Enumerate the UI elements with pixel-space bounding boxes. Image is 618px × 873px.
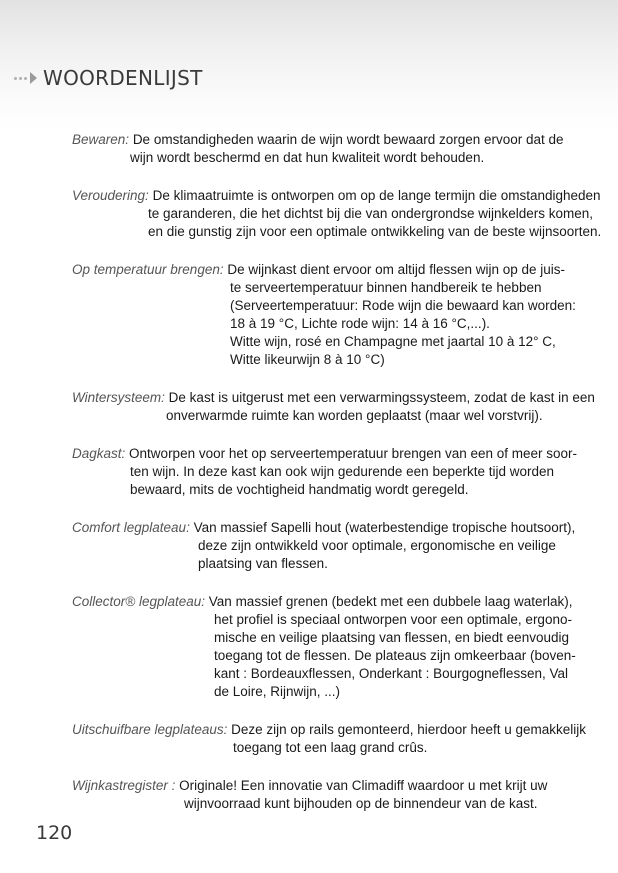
- page-number: 120: [36, 822, 73, 844]
- glossary-definition-line: onverwarmde ruimte kan worden geplaatst (maar wel vorstvrij).: [166, 408, 543, 423]
- glossary-term: Bewaren:: [72, 132, 130, 147]
- glossary-entry: [72, 261, 592, 369]
- glossary-entry: [72, 445, 592, 499]
- glossary-definition-line: te garanderen, die het dichtst bij die van ondergrondse wijnkelders komen,: [148, 206, 594, 221]
- glossary-definition-line: wijnvoorraad kunt bijhouden op de binnendeur van de kast.: [184, 796, 538, 811]
- glossary-definition-line: De klimaatruimte is ontworpen om op de lange termijn die omstandigheden: [152, 188, 601, 203]
- glossary-definition-line: en die gunstig zijn voor een optimale ontwikkeling van de beste wijnsoorten.: [148, 224, 602, 239]
- glossary-entry: [72, 721, 592, 757]
- glossary-definition-line: toegang tot een laag grand crûs.: [233, 740, 428, 755]
- glossary-term: Wintersysteem:: [72, 390, 165, 405]
- glossary-entry: [72, 389, 595, 425]
- glossary-definition-line: De wijnkast dient ervoor om altijd flessen wijn op de juis-: [227, 262, 566, 277]
- glossary-definition-line: Originale! Een innovatie van Climadiff waardoor u met krijt uw: [179, 778, 548, 793]
- glossary-entry: [72, 187, 602, 241]
- glossary-definition-line: Van massief Sapelli hout (waterbestendige tropische houtsoort),: [193, 520, 576, 535]
- glossary-definition-line: plaatsing van flessen.: [198, 556, 328, 571]
- glossary-entry: [72, 131, 592, 167]
- glossary-entry: [72, 519, 592, 573]
- glossary-definition-line: de Loire, Rijnwijn, ...): [214, 684, 341, 699]
- glossary-term: Collector® legplateau:: [72, 594, 206, 609]
- glossary-definition-line: wijn wordt beschermd en dat hun kwaliteit wordt behouden.: [130, 150, 485, 165]
- glossary-definition-line: het profiel is speciaal ontworpen voor een optimale, ergono-: [214, 612, 572, 627]
- glossary-definition-line: 18 à 19 °C, Lichte rode wijn: 14 à 16 °C,...).: [230, 316, 490, 331]
- glossary-definition-line: bewaard, mits de vochtigheid handmatig wordt geregeld.: [130, 482, 469, 497]
- glossary-definition-line: kant : Bordeauxflessen, Onderkant : Bourgogneflessen, Val: [214, 666, 568, 681]
- glossary-term: Dagkast:: [72, 446, 126, 461]
- glossary-definition-line: mische en veilige plaatsing van flessen, en biedt eenvoudig: [214, 630, 569, 645]
- glossary-definition-line: ten wijn. In deze kast kan ook wijn gedurende een beperkte tijd worden: [130, 464, 555, 479]
- glossary-list: [72, 131, 602, 833]
- glossary-definition-line: De omstandigheden waarin de wijn wordt bewaard zorgen ervoor dat de: [132, 132, 564, 147]
- glossary-definition-line: De kast is uitgerust met een verwarmingssysteem, zodat de kast in een: [168, 390, 595, 405]
- glossary-definition-line: te serveertemperatuur binnen handbereik te hebben: [230, 280, 542, 295]
- glossary-term: Veroudering:: [72, 188, 149, 203]
- section-header: [14, 66, 203, 90]
- glossary-definition-line: Van massief grenen (bedekt met een dubbele laag waterlak),: [208, 594, 573, 609]
- glossary-definition-line: Witte wijn, rosé en Champagne met jaartal 10 à 12° C,: [230, 334, 556, 349]
- glossary-term: Op temperatuur brengen:: [72, 262, 224, 277]
- glossary-definition-line: toegang tot de flessen. De plateaus zijn omkeerbaar (boven-: [214, 648, 576, 663]
- glossary-definition-line: Ontworpen voor het op serveertemperatuur brengen van een of meer soor-: [129, 446, 578, 461]
- section-title: WOORDENLIJST: [43, 66, 203, 90]
- glossary-entry: [72, 777, 592, 813]
- glossary-term: Comfort legplateau:: [72, 520, 190, 535]
- glossary-definition-line: Witte likeurwijn 8 à 10 °C): [230, 352, 385, 367]
- glossary-entry: [72, 593, 592, 701]
- glossary-definition-line: Deze zijn op rails gemonteerd, hierdoor heeft u gemakkelijk: [231, 722, 587, 737]
- arrow-dots-icon: [14, 72, 37, 84]
- glossary-definition-line: deze zijn ontwikkeld voor optimale, ergonomische en veilige: [198, 538, 556, 553]
- glossary-definition-line: (Serveertemperatuur: Rode wijn die bewaard kan worden:: [230, 298, 576, 313]
- glossary-term: Wijnkastregister :: [72, 778, 176, 793]
- glossary-term: Uitschuifbare legplateaus:: [72, 722, 228, 737]
